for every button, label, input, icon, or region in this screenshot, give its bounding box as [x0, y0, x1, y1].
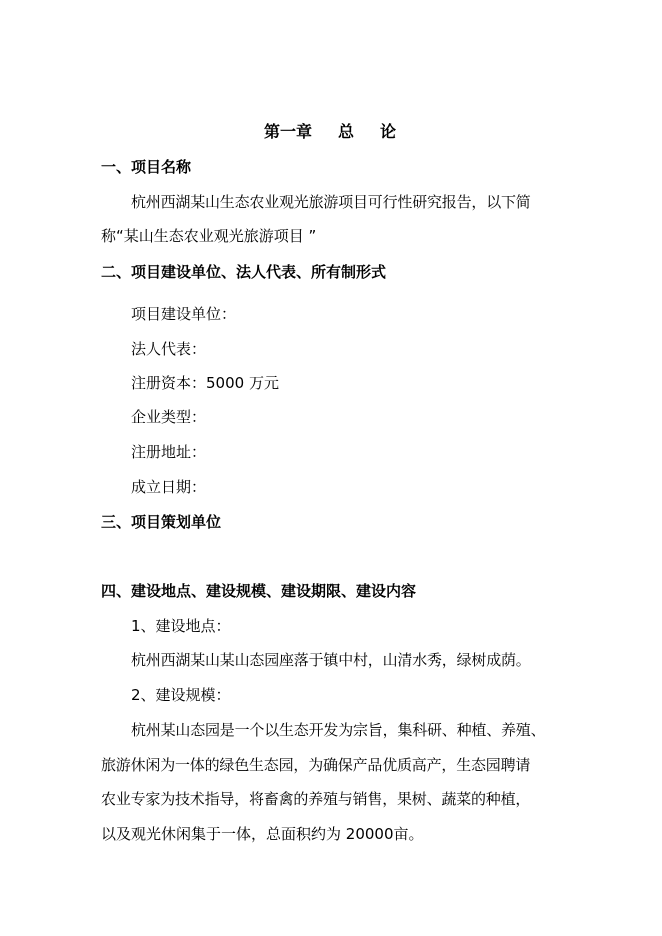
section-1-heading: 一、项目名称 [101, 158, 192, 176]
chapter-title-number: 第一章 [264, 122, 313, 141]
field-legal-representative: 法人代表： [131, 340, 207, 358]
field-establishment-date: 成立日期： [131, 478, 207, 496]
chapter-title-word-2: 论 [380, 122, 397, 141]
item-1-label: 1、建设地点： [131, 617, 231, 635]
section-4-heading: 四、建设地点、建设规模、建设期限、建设内容 [101, 582, 417, 600]
section-3-heading: 三、项目策划单位 [101, 513, 222, 531]
field-enterprise-type: 企业类型： [131, 408, 207, 426]
item-2-paragraph-line-4: 以及观光休闲集于一体，总面积约为 20000亩。 [101, 825, 424, 843]
chapter-title [264, 122, 396, 142]
item-2-paragraph-line-2: 旅游休闲为一体的绿色生态园，为确保产品优质高产，生态园聘请 [101, 756, 531, 774]
chapter-title-word-1: 总 [338, 122, 355, 141]
item-2-label: 2、建设规模： [131, 686, 231, 704]
item-2-paragraph-line-1: 杭州某山态园是一个以生态开发为宗旨，集科研、种植、养殖、 [131, 721, 546, 739]
field-construction-unit: 项目建设单位： [131, 305, 237, 323]
field-registered-address: 注册地址： [131, 443, 207, 461]
item-1-text: 杭州西湖某山某山态园座落于镇中村，山清水秀，绿树成荫。 [131, 651, 531, 669]
field-registered-capital: 注册资本：5000 万元 [131, 374, 279, 392]
section-2-heading: 二、项目建设单位、法人代表、所有制形式 [101, 263, 387, 281]
item-2-paragraph-line-3: 农业专家为技术指导，将畜禽的养殖与销售，果树、蔬菜的种植， [101, 790, 531, 808]
section-1-paragraph-line-2: 称“某山生态农业观光旅游项目 ” [101, 227, 317, 245]
section-1-paragraph-line-1: 杭州西湖某山生态农业观光旅游项目可行性研究报告，以下简 [131, 193, 531, 211]
